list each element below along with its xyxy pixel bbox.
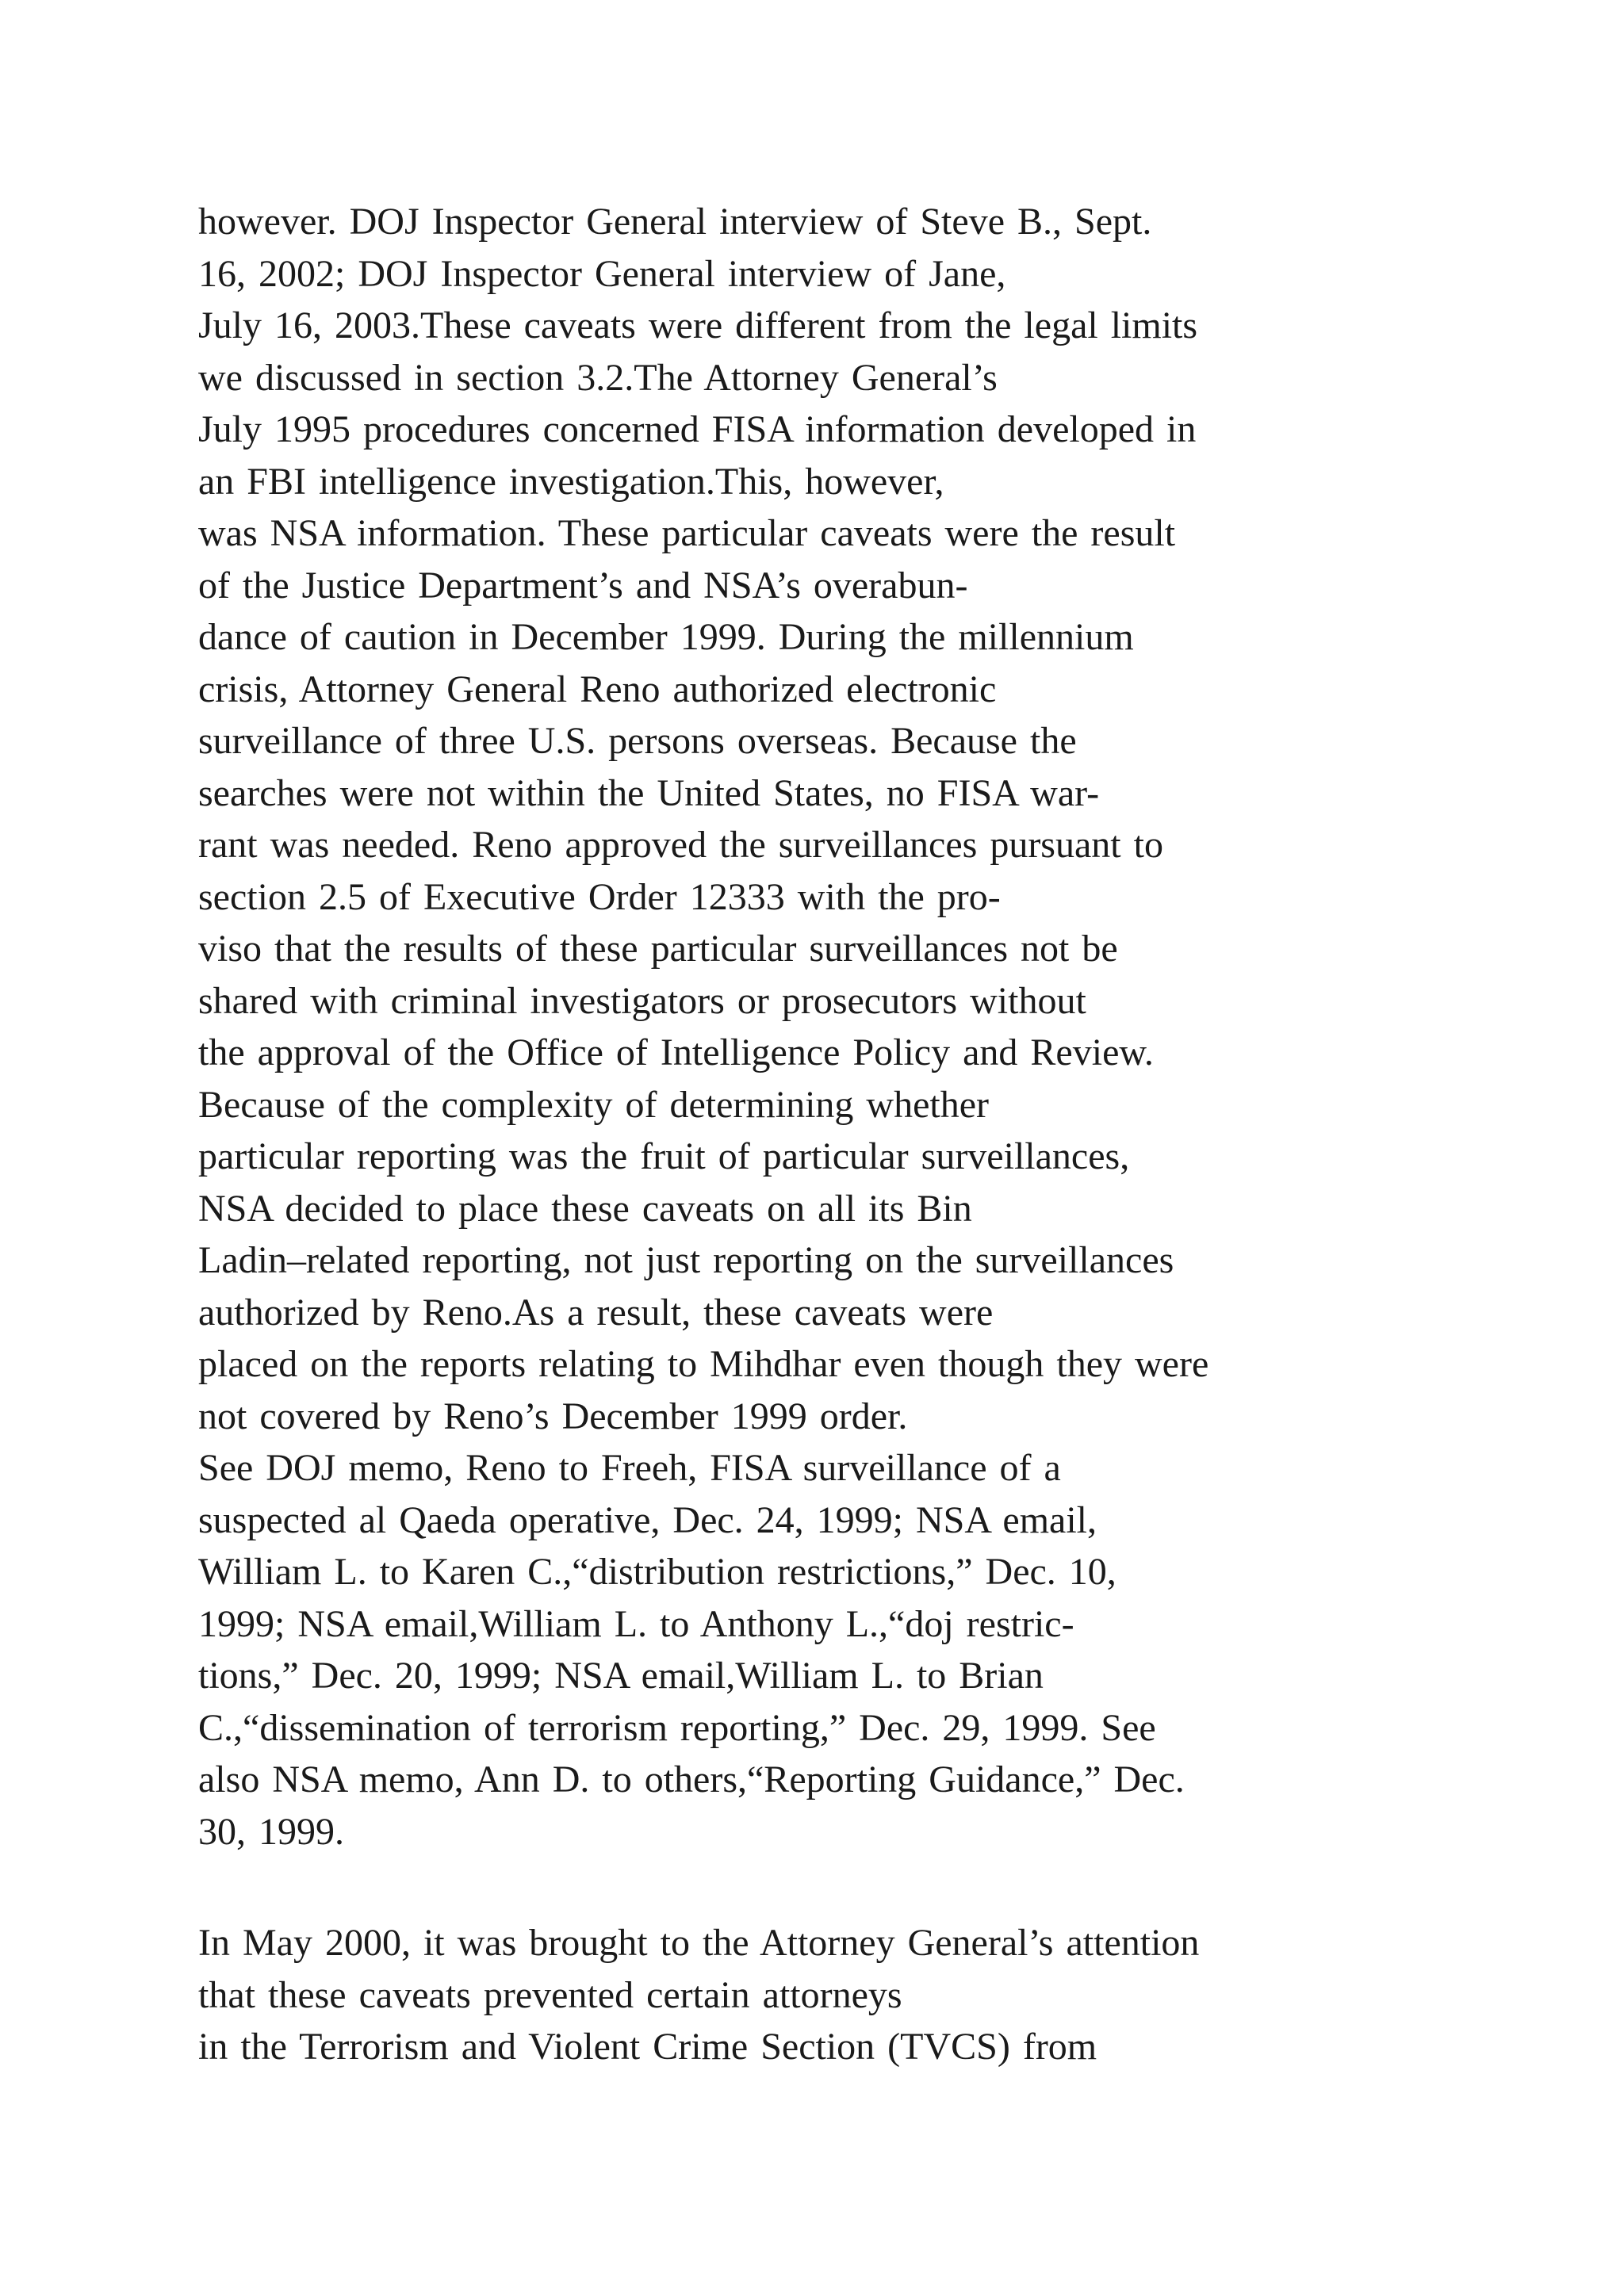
text-line: shared with criminal investigators or prosecutors without	[198, 979, 1086, 1022]
text-line: C.,“dissemination of terrorism reporting,” Dec. 29, 1999. See	[198, 1706, 1156, 1749]
text-line: viso that the results of these particular surveillances not be	[198, 928, 1118, 970]
text-line: placed on the reports relating to Mihdhar even though they were	[198, 1343, 1209, 1385]
text-line: In May 2000, it was brought to the Attorney General’s attention	[198, 1922, 1200, 1964]
text-line: William L. to Karen C.,“distribution restrictions,” Dec. 10,	[198, 1551, 1116, 1593]
text-line: dance of caution in December 1999. During the millennium	[198, 616, 1134, 658]
text-line: 16, 2002; DOJ Inspector General interview of Jane,	[198, 252, 1006, 295]
text-line: 1999; NSA email,William L. to Anthony L.,“doj restric-	[198, 1602, 1074, 1645]
text-line: crisis, Attorney General Reno authorized electronic	[198, 668, 997, 710]
text-line: that these caveats prevented certain attorneys	[198, 1973, 902, 2016]
text-line: particular reporting was the fruit of particular surveillances,	[198, 1135, 1130, 1177]
text-line: of the Justice Department’s and NSA’s overabun-	[198, 564, 968, 607]
text-line: See DOJ memo, Reno to Freeh, FISA surveillance of a	[198, 1447, 1061, 1489]
text-line: in the Terrorism and Violent Crime Section (TVCS) from	[198, 2026, 1097, 2068]
text-line: July 16, 2003.These caveats were different from the legal limits	[198, 304, 1198, 346]
text-line: not covered by Reno’s December 1999 order.	[198, 1395, 908, 1437]
text-line: searches were not within the United States, no FISA war-	[198, 771, 1100, 814]
text-line: we discussed in section 3.2.The Attorney General’s	[198, 356, 998, 399]
text-line: Because of the complexity of determining whether	[198, 1083, 990, 1126]
text-line: an FBI intelligence investigation.This, however,	[198, 460, 944, 503]
body-paragraph-1	[198, 196, 1594, 1858]
text-line: suspected al Qaeda operative, Dec. 24, 1999; NSA email,	[198, 1498, 1097, 1541]
text-line: tions,” Dec. 20, 1999; NSA email,William L. to Brian	[198, 1655, 1044, 1697]
text-line: 30, 1999.	[198, 1810, 344, 1853]
text-line: surveillance of three U.S. persons overseas. Because the	[198, 720, 1077, 762]
text-line: July 1995 procedures concerned FISA information developed in	[198, 408, 1197, 450]
text-line: NSA decided to place these caveats on all its Bin	[198, 1187, 972, 1230]
text-line: authorized by Reno.As a result, these caveats were	[198, 1291, 994, 1334]
text-line: the approval of the Office of Intelligence Policy and Review.	[198, 1031, 1154, 1073]
text-line: was NSA information. These particular caveats were the result	[198, 512, 1176, 554]
body-paragraph-2	[198, 1917, 1594, 2073]
text-line: also NSA memo, Ann D. to others,“Reporting Guidance,” Dec.	[198, 1758, 1185, 1800]
text-line: section 2.5 of Executive Order 12333 with the pro-	[198, 875, 1001, 918]
text-line: however. DOJ Inspector General interview of Steve B., Sept.	[198, 201, 1152, 243]
text-line: Ladin–related reporting, not just reporting on the surveillances	[198, 1239, 1174, 1281]
text-line: rant was needed. Reno approved the surveillances pursuant to	[198, 824, 1163, 866]
